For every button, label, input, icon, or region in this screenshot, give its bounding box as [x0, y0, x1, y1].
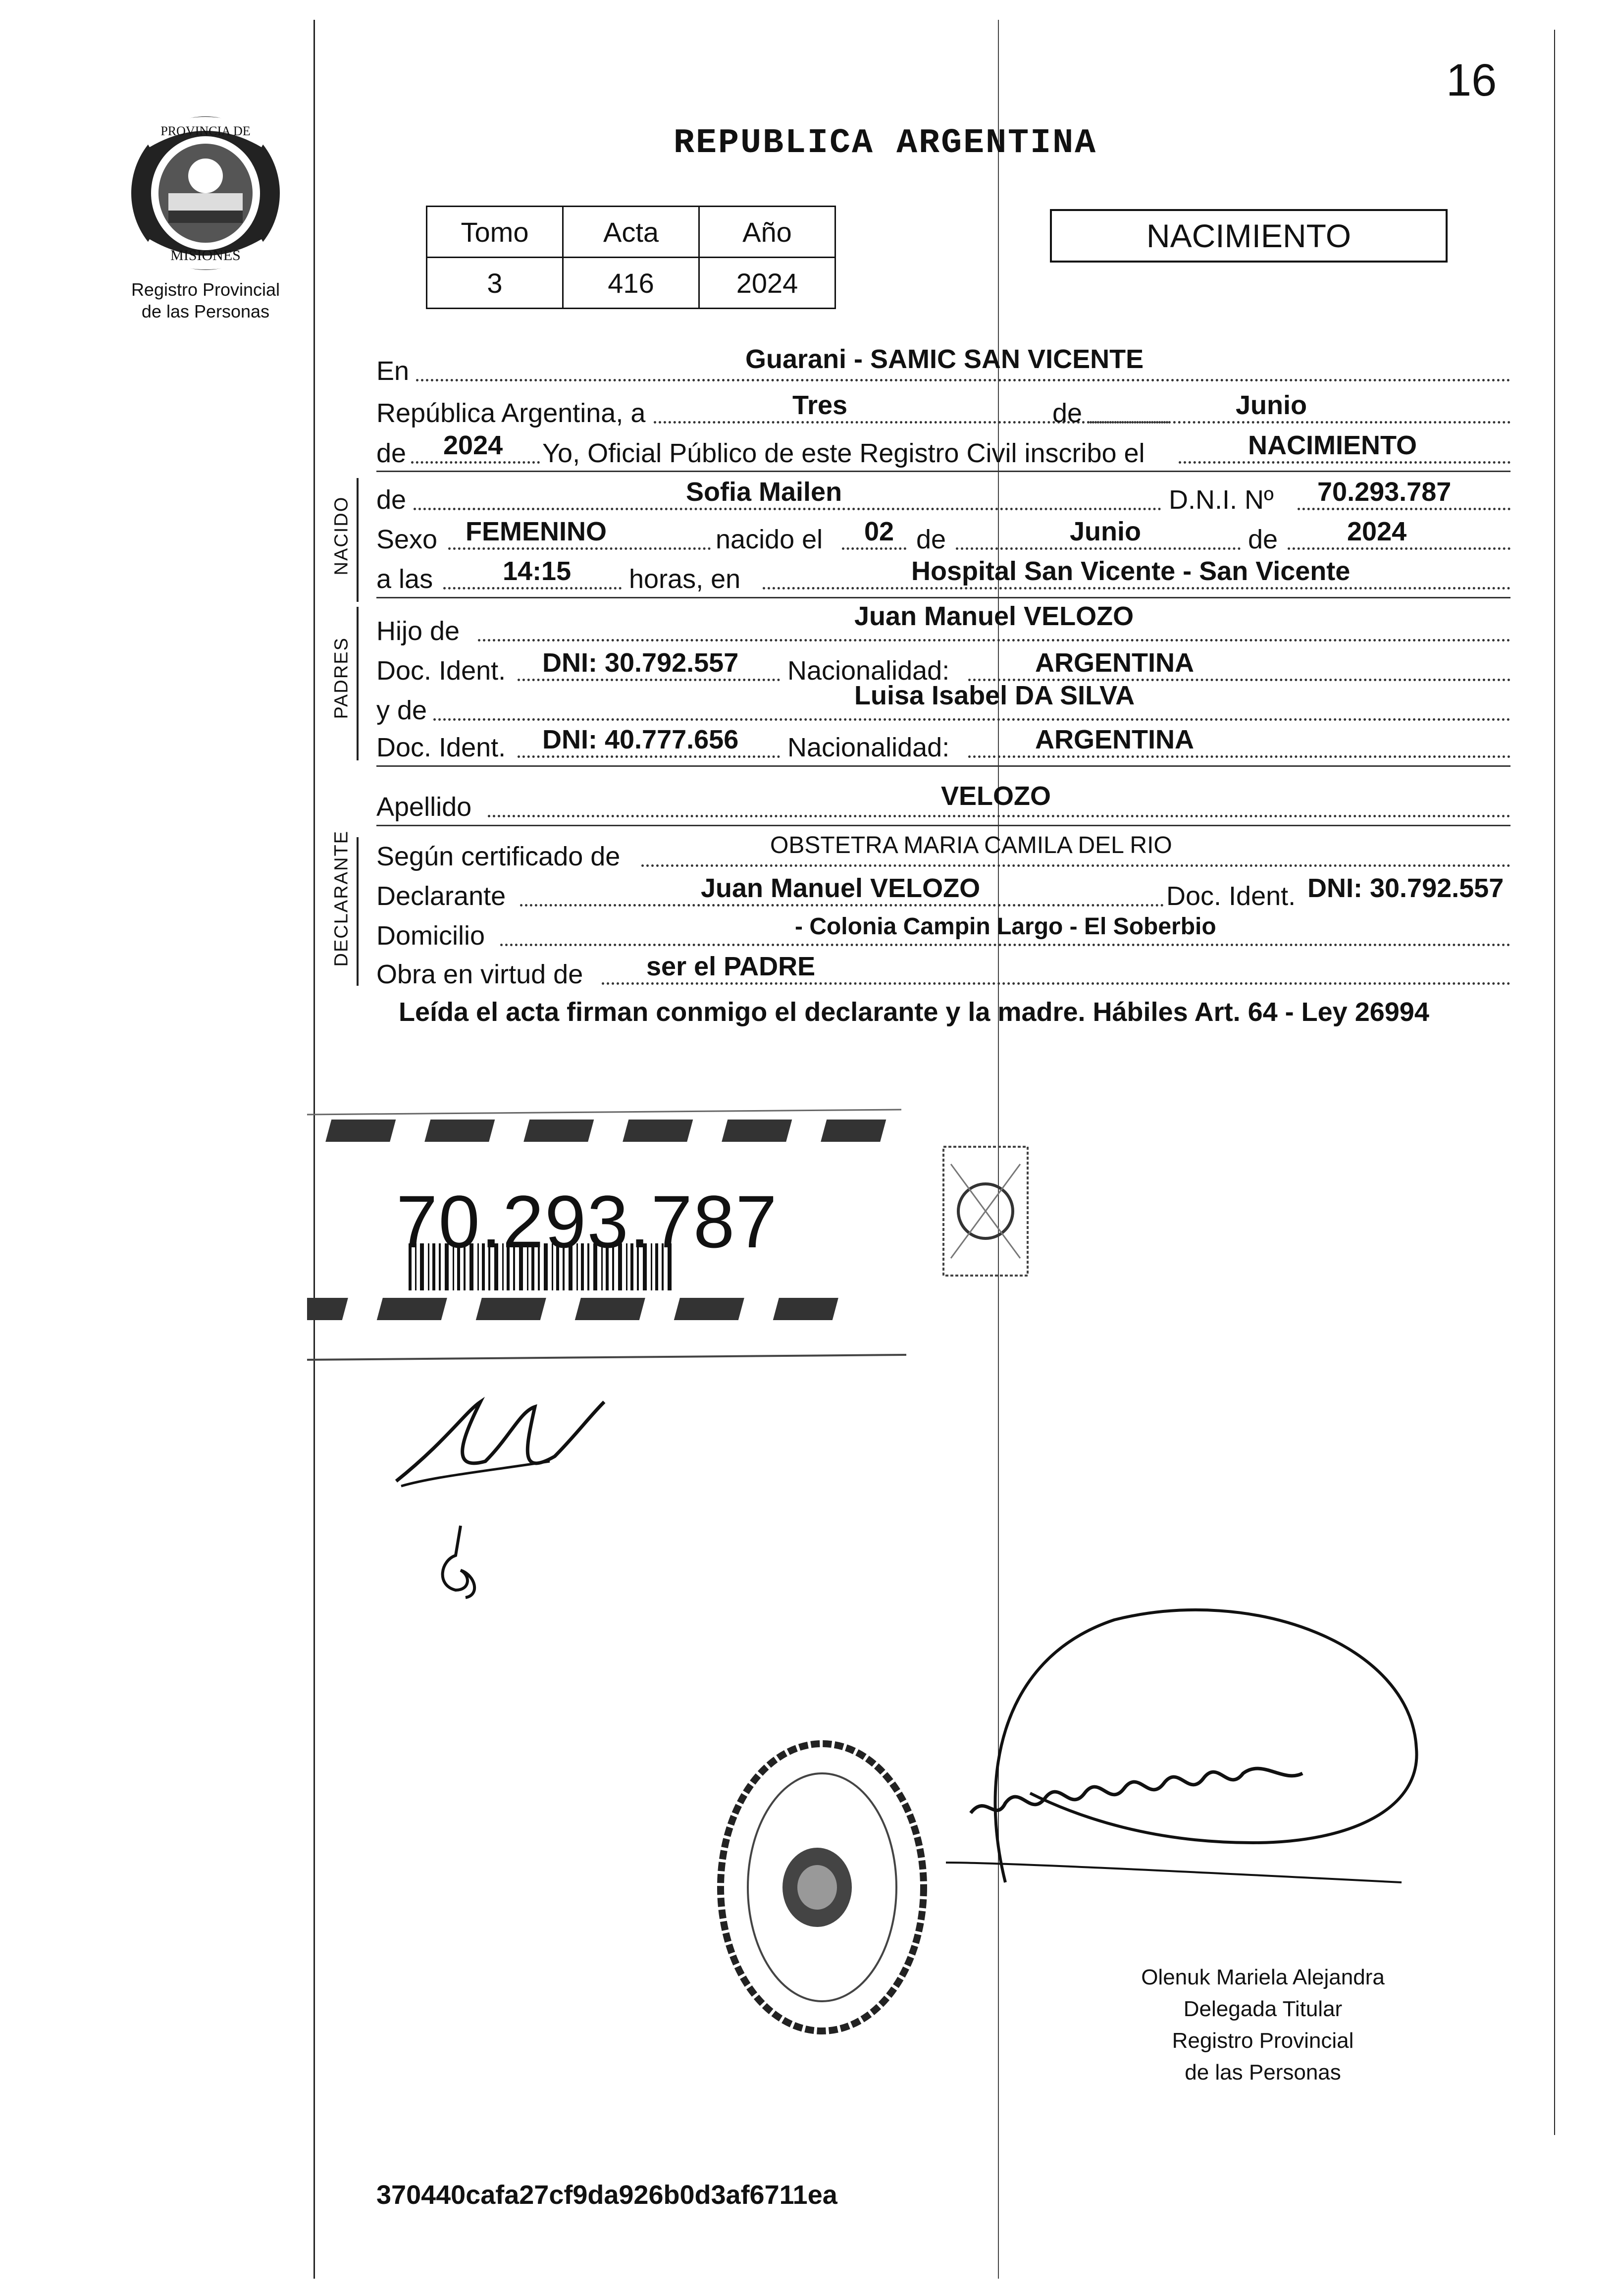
certificado-value: OBSTETRA MARIA CAMILA DEL RIO [770, 832, 1172, 858]
year-value: 2024 [443, 430, 503, 460]
logo-caption-line2: de las Personas [141, 301, 270, 321]
nacido-de-label: de [376, 485, 407, 515]
father-nac-label: Nacionalidad: [787, 656, 950, 686]
sexo-value: FEMENINO [466, 517, 607, 546]
official-signature-icon [906, 1585, 1466, 1972]
province-logo [99, 111, 312, 322]
father-nationality-value: ARGENTINA [1035, 648, 1194, 678]
acta-header: Acta [563, 207, 699, 258]
mother-doc-value: DNI: 40.777.656 [542, 725, 739, 754]
registry-table-header [427, 207, 835, 258]
acta-value: 416 [563, 258, 699, 309]
barcode-number: 70.293.787 [396, 1180, 778, 1263]
official-office2: de las Personas [1185, 2060, 1341, 2084]
row-domicilio [376, 911, 1510, 951]
time-value: 14:15 [503, 556, 572, 586]
official-office: Registro Provincial [1172, 2029, 1354, 2053]
registry-table [426, 206, 836, 309]
acta-footnote: Leída el acta firman conmigo el declarante y la madre. Hábiles Art. 64 - Ley 26994 [399, 997, 1429, 1027]
row-a-las [376, 555, 1510, 594]
tomo-header: Tomo [427, 207, 563, 258]
father-name-value: Juan Manuel VELOZO [854, 601, 1134, 631]
obra-label: Obra en virtud de [376, 960, 583, 989]
row-declarante [376, 872, 1510, 911]
obra-value: ser el PADRE [646, 952, 816, 981]
father-doc-label: Doc. Ident. [376, 656, 506, 686]
document-hash: 370440cafa27cf9da926b0d3af6711ea [376, 2180, 837, 2210]
official-round-stamp-icon [703, 1724, 941, 2051]
svg-text:PROVINCIA DE: PROVINCIA DE [160, 124, 251, 138]
horas-label: horas, en [629, 564, 741, 594]
declarante-doc-value: DNI: 30.792.557 [1307, 873, 1504, 903]
month-value: Junio [1236, 390, 1307, 420]
svg-text:MISIONES: MISIONES [170, 247, 241, 264]
birth-month-value: Junio [1070, 517, 1141, 546]
declarant-signature-icon [386, 1382, 614, 1496]
row-oficial [376, 429, 1510, 469]
nacido-section-label: NACIDO [331, 496, 352, 576]
nacido-de2-label: de [916, 525, 946, 554]
row-republica [376, 389, 1510, 428]
birth-day-value: 02 [864, 517, 894, 546]
padres-section-label: PADRES [331, 637, 352, 719]
declarante-section-label: DECLARANTE [331, 830, 352, 967]
nacido-de3-label: de [1248, 525, 1278, 554]
republica-label: República Argentina, a [376, 398, 646, 428]
row-en [376, 344, 1510, 386]
row-obra [376, 950, 1510, 990]
official-role: Delegada Titular [1183, 1997, 1343, 2021]
mother-nationality-value: ARGENTINA [1035, 725, 1194, 754]
registry-table-values [427, 258, 835, 309]
mother-initial-signature-icon [426, 1521, 490, 1605]
document-title: REPUBLICA ARGENTINA [674, 124, 1097, 163]
logo-caption-line1: Registro Provincial [131, 279, 280, 300]
right-margin-line [1554, 30, 1555, 2135]
domicilio-label: Domicilio [376, 921, 485, 951]
hijo-de-label: Hijo de [376, 616, 460, 646]
de2-label: de [376, 438, 407, 468]
declarante-doc-label: Doc. Ident. [1166, 881, 1296, 911]
sexo-label: Sexo [376, 525, 438, 554]
mother-doc-label: Doc. Ident. [376, 733, 506, 762]
misiones-seal-icon [126, 111, 285, 275]
row-mother-doc [376, 723, 1510, 763]
child-dni-value: 70.293.787 [1317, 477, 1452, 507]
de-label: de [1052, 398, 1083, 428]
row-sexo [376, 515, 1510, 555]
y-de-label: y de [376, 695, 427, 725]
birth-year-value: 2024 [1347, 517, 1407, 546]
row-certificado [376, 832, 1510, 872]
ano-value: 2024 [699, 258, 835, 309]
apellido-label: Apellido [376, 792, 472, 822]
domicilio-value: - Colonia Campin Largo - El Soberbio [795, 913, 1216, 940]
tomo-value: 3 [427, 258, 563, 309]
en-value: Guarani - SAMIC SAN VICENTE [745, 344, 1144, 374]
row-y-de [376, 681, 1510, 726]
mother-nac-label: Nacionalidad: [787, 733, 950, 762]
row-nacido-name [376, 476, 1510, 515]
ano-header: Año [699, 207, 835, 258]
father-doc-value: DNI: 30.792.557 [542, 648, 739, 678]
birth-place-value: Hospital San Vicente - San Vicente [911, 556, 1351, 586]
day-value: Tres [792, 390, 848, 420]
certificado-label: Según certificado de [376, 842, 621, 871]
oficial-label: Yo, Oficial Público de este Registro Civil inscribo el [542, 438, 1145, 468]
a-las-label: a las [376, 564, 433, 594]
declarante-value: Juan Manuel VELOZO [701, 873, 981, 903]
mother-name-value: Luisa Isabel DA SILVA [854, 681, 1135, 710]
child-name-value: Sofia Mailen [686, 477, 842, 507]
record-type-box: NACIMIENTO [1050, 209, 1448, 263]
declarante-label: Declarante [376, 881, 506, 911]
nacido-el-label: nacido el [716, 525, 823, 554]
inscribo-value: NACIMIENTO [1248, 430, 1417, 460]
page-number: 16 [1446, 55, 1497, 106]
dni-label: D.N.I. Nº [1169, 485, 1274, 515]
security-seal-icon [941, 1144, 1030, 1278]
row-apellido [376, 783, 1510, 822]
official-stamp-text [1090, 1962, 1436, 2088]
en-label: En [376, 356, 410, 386]
apellido-value: VELOZO [941, 781, 1051, 811]
row-hijo-de [376, 601, 1510, 646]
official-name: Olenuk Mariela Alejandra [1141, 1965, 1385, 1989]
